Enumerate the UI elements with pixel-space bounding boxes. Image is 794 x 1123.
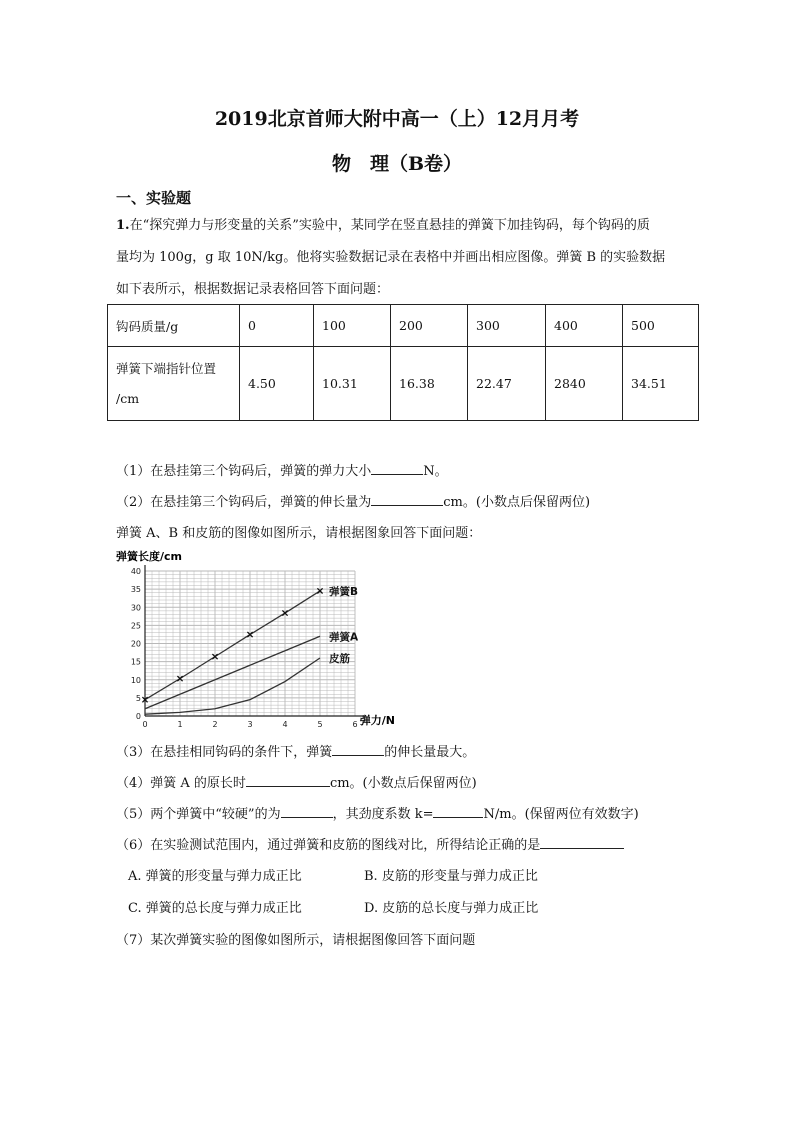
question-4: （4）弹簧 A 的原长时 cm。(小数点后保留两位) [116, 772, 477, 791]
answer-blank[interactable] [433, 803, 483, 818]
answer-blank[interactable] [540, 834, 624, 849]
intro-line-3: 如下表所示，根据数据记录表格回答下面问题： [116, 282, 390, 297]
table-row-header-unit: /cm [116, 390, 140, 406]
page-title: 2019北京首师大附中高一（上）12月月考 [214, 108, 580, 130]
question-2: （2）在悬挂第三个钩码后，弹簧的伸长量为 cm。(小数点后保留两位) [116, 491, 590, 510]
y-tick-label: 5 [135, 693, 141, 703]
chart-ylabel: 弹簧长度/cm [116, 550, 182, 563]
option-d[interactable]: D. 皮筋的总长度与弹力成正比 [364, 901, 539, 916]
series-label: 弹簧B [329, 585, 359, 598]
x-tick-label: 2 [212, 720, 218, 728]
x-tick-label: 5 [317, 720, 323, 728]
option-c[interactable]: C. 弹簧的总长度与弹力成正比 [128, 901, 302, 916]
question-5: （5）两个弹簧中“较硬”的为 ，其劲度系数 k= N/m。(保留两位有效数字) [116, 803, 639, 822]
table-cell: 22.47 [468, 347, 546, 421]
table-cell: 34.51 [623, 347, 699, 421]
answer-blank[interactable] [281, 803, 333, 818]
table-cell: 16.38 [391, 347, 468, 421]
table-cell: 2840 [546, 347, 623, 421]
y-tick-label: 0 [135, 712, 141, 721]
y-tick-label: 15 [130, 657, 141, 667]
x-tick-label: 4 [282, 720, 288, 728]
table-cell: 10.31 [314, 347, 391, 421]
series-label: 弹簧A [329, 631, 359, 644]
data-table [107, 304, 699, 421]
y-tick-label: 10 [130, 675, 141, 685]
series-line [145, 658, 320, 714]
table-row-header: 钩码质量/g [108, 305, 240, 347]
y-tick-label: 25 [130, 621, 141, 631]
option-a[interactable]: A. 弹簧的形变量与弹力成正比 [128, 869, 302, 884]
question-7: （7）某次弹簧实验的图像如图所示，请根据图像回答下面问题 [116, 933, 476, 948]
answer-blank[interactable] [246, 772, 330, 787]
table-cell: 100 [314, 305, 391, 347]
chart-xlabel: 弹力/N [359, 714, 395, 727]
question-number: 1. [116, 218, 130, 233]
answer-blank[interactable] [332, 741, 384, 756]
question-1: （1）在悬挂第三个钩码后，弹簧的弹力大小 N。 [116, 460, 448, 479]
x-tick-label: 0 [142, 720, 148, 728]
spring-graph [112, 548, 412, 728]
table-row-header-line: 弹簧下端指针位置 [116, 360, 217, 376]
y-tick-label: 40 [130, 567, 141, 576]
intro-line-2: 量均为 100g，g 取 10N/kg。他将实验数据记录在表格中并画出相应图像。弹簧 B 的实验数据 [116, 250, 666, 265]
table-cell: 4.50 [240, 347, 314, 421]
table-cell: 0 [240, 305, 314, 347]
table-cell: 200 [391, 305, 468, 347]
y-tick-label: 30 [130, 603, 141, 613]
question-6: （6）在实验测试范围内，通过弹簧和皮筋的图线对比，所得结论正确的是 [116, 834, 624, 853]
answer-blank[interactable] [371, 460, 423, 475]
series-label: 皮筋 [329, 653, 350, 665]
y-tick-label: 20 [130, 639, 141, 649]
question-intro [116, 210, 688, 306]
x-tick-label: 6 [352, 720, 358, 728]
chart-series [142, 585, 359, 714]
x-tick-label: 3 [247, 720, 253, 728]
question-3: （3）在悬挂相同钩码的条件下，弹簧 的伸长量最大。 [116, 741, 475, 760]
table-cell: 300 [468, 305, 546, 347]
table-cell: 500 [623, 305, 699, 347]
page-subtitle: 物 理（B卷） [331, 153, 463, 175]
table-row [108, 305, 699, 347]
x-tick-label: 1 [177, 720, 183, 728]
intro-line-1: 在“探究弹力与形变量的关系”实验中，某同学在竖直悬挂的弹簧下加挂钩码，每个钩码的质 [129, 218, 650, 233]
option-b[interactable]: B. 皮筋的形变量与弹力成正比 [364, 869, 538, 884]
section-title: 一、实验题 [116, 189, 192, 207]
answer-blank[interactable] [371, 491, 443, 506]
graph-intro: 弹簧 A、B 和皮筋的图像如图所示，请根据图象回答下面问题： [116, 526, 482, 541]
y-tick-label: 35 [130, 585, 141, 595]
table-row [108, 347, 699, 421]
chart-grid [145, 571, 355, 716]
table-row-header [108, 347, 240, 421]
table-cell: 400 [546, 305, 623, 347]
